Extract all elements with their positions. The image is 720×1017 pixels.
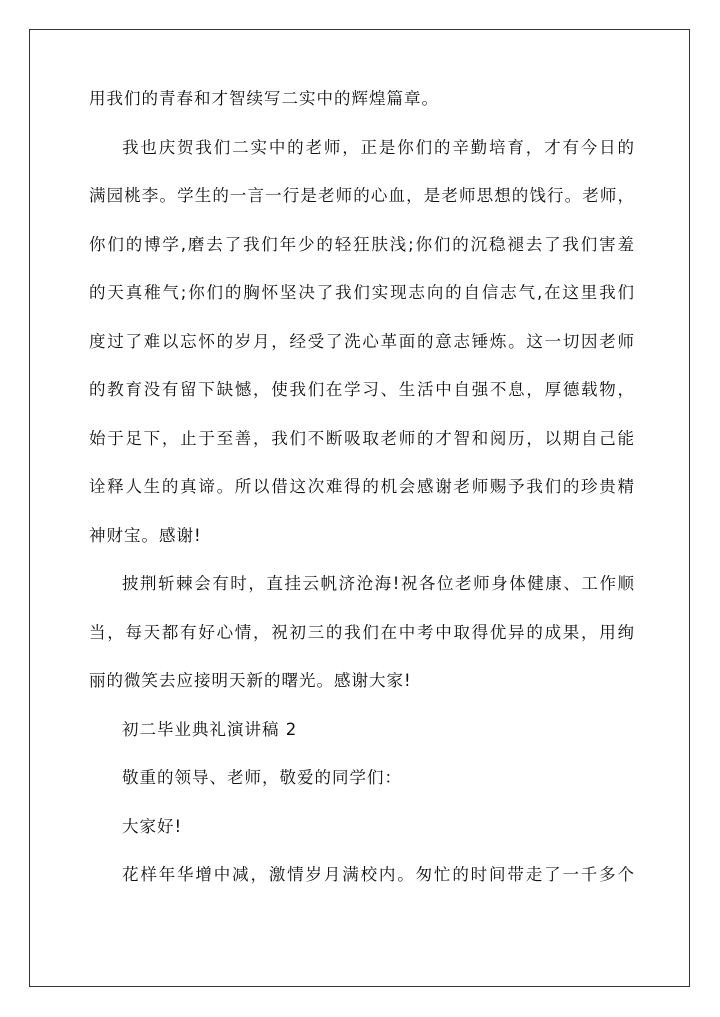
text-line: 初二毕业典礼演讲稿 2 xyxy=(122,719,298,739)
text-line: 神财宝。感谢! xyxy=(89,525,202,545)
text-line: 大家好! xyxy=(122,816,183,836)
text-line: 的教育没有留下缺憾，使我们在学习、生活中自强不息，厚德载物， xyxy=(89,380,635,399)
text-line: 当，每天都有好心情，祝初三的我们在中考中取得优异的成果，用绚 xyxy=(89,622,635,642)
text-line: 始于足下，止于至善，我们不断吸取老师的才智和阅历，以期自己能 xyxy=(89,428,635,448)
text-line: 花样年华增中减，激情岁月满校内。匆忙的时间带走了一千多个 xyxy=(122,865,635,884)
text-line: 诠释人生的真谛。所以借这次难得的机会感谢老师赐予我们的珍贵精 xyxy=(89,477,635,496)
text-line: 度过了难以忘怀的岁月，经受了洗心革面的意志锤炼。这一切因老师 xyxy=(89,331,635,351)
text-line: 我也庆贺我们二实中的老师，正是你们的辛勤培育，才有今日的 xyxy=(122,137,635,157)
text-line: 用我们的青春和才智续写二实中的辉煌篇章。 xyxy=(89,89,439,108)
text-line: 披荆斩棘会有时，直挂云帆济沧海!祝各位老师身体健康、工作顺 xyxy=(122,574,635,593)
text-line: 满园桃李。学生的一言一行是老师的心血，是老师思想的饯行。老师， xyxy=(89,186,635,205)
text-line: 敬重的领导、老师，敬爱的同学们： xyxy=(122,768,402,787)
text-line: 的天真稚气;你们的胸怀坚决了我们实现志向的自信志气,在这里我们 xyxy=(89,283,635,302)
document-body xyxy=(89,88,635,913)
text-line: 丽的微笑去应接明天新的曙光。感谢大家! xyxy=(89,671,412,690)
text-line: 你们的博学,磨去了我们年少的轻狂肤浅;你们的沉稳褪去了我们害羞 xyxy=(89,234,635,254)
